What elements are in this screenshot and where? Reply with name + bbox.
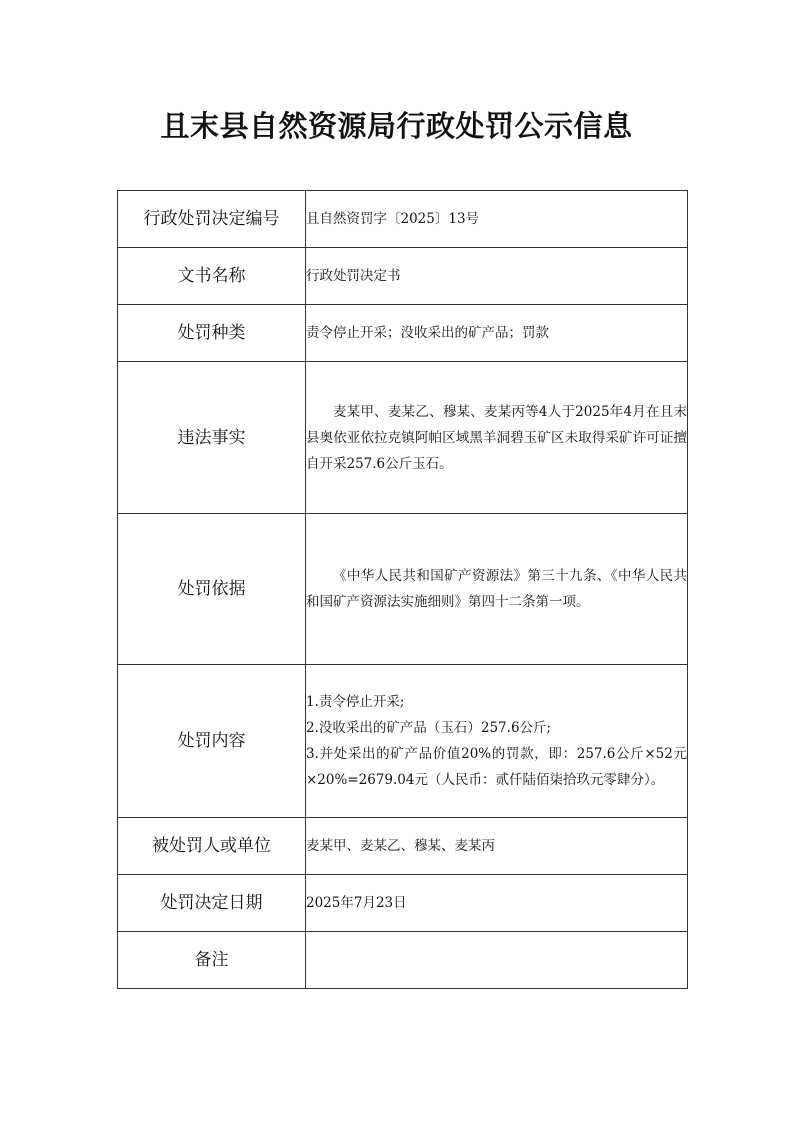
table-row-penalty-type	[118, 305, 688, 362]
penalty-basis-value: 《中华人民共和国矿产资源法》第三十九条、《中华人民共和国矿产资源法实施细则》第四十二条第一项。	[306, 514, 688, 665]
table-row-decision-date	[118, 875, 688, 932]
document-name-label: 文书名称	[118, 248, 306, 305]
table-row-penalized-party	[118, 818, 688, 875]
document-name-value: 行政处罚决定书	[306, 248, 688, 305]
decision-number-label: 行政处罚决定编号	[118, 191, 306, 248]
penalty-type-label: 处罚种类	[118, 305, 306, 362]
violation-facts-value: 麦某甲、麦某乙、穆某、麦某丙等4人于2025年4月在且末县奥依亚依拉克镇阿帕区域黑羊洞碧玉矿区未取得采矿许可证擅自开采257.6公斤玉石。	[306, 362, 688, 514]
table-row-document-name	[118, 248, 688, 305]
penalty-content-item-2: 2.没收采出的矿产品（玉石）257.6公斤;	[306, 720, 552, 736]
remarks-label: 备注	[118, 932, 306, 989]
penalty-content-item-1: 1.责令停止开采;	[306, 694, 405, 710]
penalized-party-label: 被处罚人或单位	[118, 818, 306, 875]
violation-facts-label: 违法事实	[118, 362, 306, 514]
table-row-violation-facts	[118, 362, 688, 514]
penalized-party-value: 麦某甲、麦某乙、穆某、麦某丙	[306, 818, 688, 875]
penalty-content-label: 处罚内容	[118, 665, 306, 818]
remarks-value	[306, 932, 688, 989]
penalty-type-value: 责令停止开采；没收采出的矿产品；罚款	[306, 305, 688, 362]
table-row-decision-number	[118, 191, 688, 248]
penalty-basis-label: 处罚依据	[118, 514, 306, 665]
penalty-content-value	[306, 665, 688, 818]
table-row-penalty-basis	[118, 514, 688, 665]
decision-date-label: 处罚决定日期	[118, 875, 306, 932]
page-title: 且末县自然资源局行政处罚公示信息	[160, 109, 633, 143]
decision-number-value: 且自然资罚字〔2025〕13号	[306, 191, 688, 248]
penalty-content-item-3: 3.并处采出的矿产品价值20%的罚款，即：257.6公斤×52元×20%=2679.04元（人民币：贰仟陆佰柒拾玖元零肆分）。	[306, 746, 687, 788]
table-row-penalty-content	[118, 665, 688, 818]
table-row-remarks	[118, 932, 688, 989]
penalty-info-table	[117, 190, 688, 989]
decision-date-value: 2025年7月23日	[306, 875, 688, 932]
